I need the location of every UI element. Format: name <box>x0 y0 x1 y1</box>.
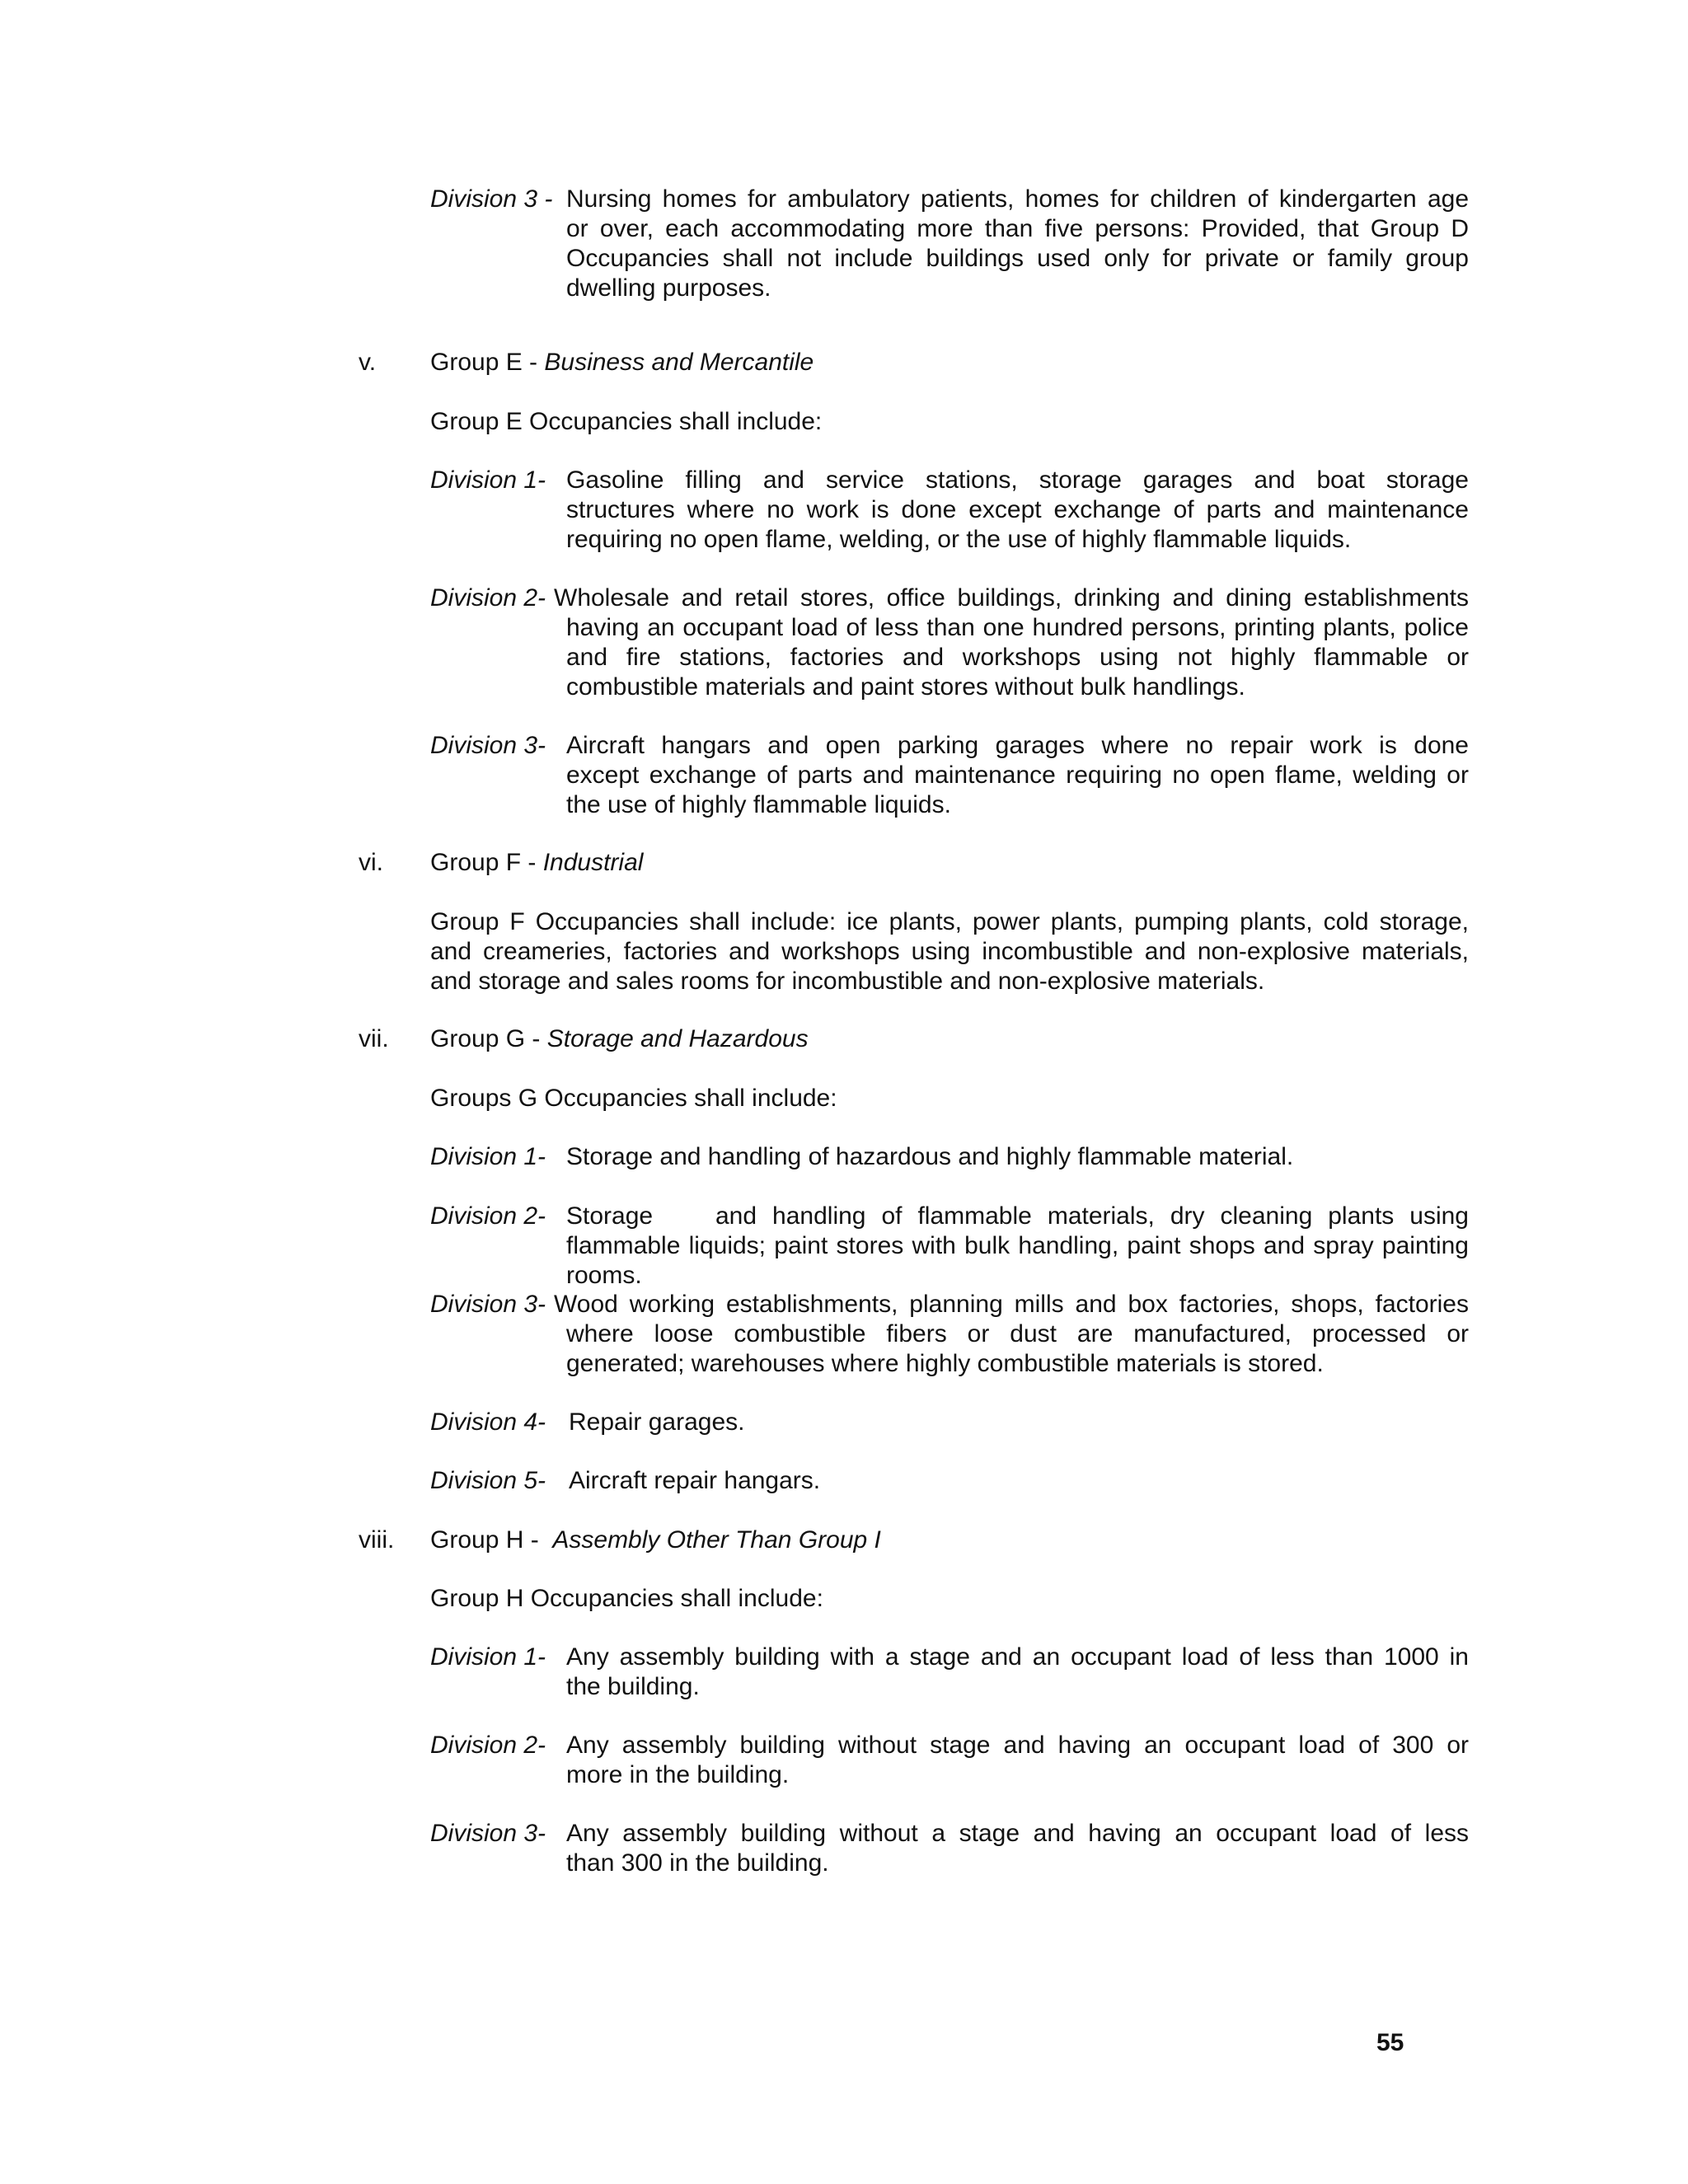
group-heading <box>430 1024 809 1054</box>
group-g-division-4 <box>430 1408 1469 1437</box>
division-text-first-line: Storage and handling of hazardous and highly flammable material. <box>566 1143 1294 1170</box>
section-numeral: viii. <box>359 1526 395 1554</box>
division-text-first-line: Wood working establishments, planning mills and box factories, shops, factories <box>554 1291 1469 1318</box>
group-prefix: Group E - <box>430 349 545 376</box>
division-text-first-line: Any assembly building with a stage and an occupant load of less than 1000 in <box>566 1643 1469 1671</box>
group-title: Business and Mercantile <box>544 349 814 376</box>
group-intro: Group E Occupancies shall include: <box>430 408 823 435</box>
division-label: Division 1- <box>430 1643 546 1671</box>
division-label: Division 3- <box>430 732 546 759</box>
division-label: Division 3- <box>430 1820 546 1847</box>
group-title: Industrial <box>542 849 644 876</box>
group-prefix: Group F - <box>430 849 543 876</box>
division-label: Division 2- <box>430 1202 546 1230</box>
group-prefix: Group H - <box>430 1526 553 1554</box>
group-h-division-1 <box>430 1643 1469 1702</box>
section-numeral: v. <box>359 349 377 376</box>
division-text-first-line: Nursing homes for ambulatory patients, homes for children of kindergarten age <box>566 185 1469 213</box>
division-text-first-line: Any assembly building without stage and having an occupant load of 300 or <box>566 1732 1469 1759</box>
section-numeral: vi. <box>359 849 383 876</box>
group-h-division-3 <box>430 1819 1469 1878</box>
group-intro: Groups G Occupancies shall include: <box>430 1085 837 1112</box>
group-heading <box>430 348 814 377</box>
section-numeral: vii. <box>359 1025 389 1052</box>
division-label: Division 4- <box>430 1408 546 1436</box>
division-label: Division 3 - <box>430 185 553 213</box>
group-e-division-1 <box>430 466 1469 555</box>
division-label: Division 3- <box>430 1291 546 1318</box>
group-d-division-3 <box>430 185 1469 303</box>
group-g-division-2 <box>430 1202 1469 1291</box>
division-label: Division 5- <box>430 1467 546 1494</box>
division-text: flammable liquids; paint stores with bulk handling, paint shops and spray painting rooms. <box>566 1232 1469 1289</box>
division-text-first-line: Gasoline filling and service stations, storage garages and boat storage <box>566 466 1469 494</box>
division-text-first-line: Storage and handling of flammable materials, dry cleaning plants using <box>566 1202 1469 1230</box>
division-text: than 300 in the building. <box>566 1849 829 1877</box>
division-text: or over, each accommodating more than five persons: Provided, that Group D Occupancies shall not include buildings used only for private or family group dwelling purposes. <box>566 215 1469 302</box>
division-text-first-line: Repair garages. <box>569 1408 745 1436</box>
group-g-division-3 <box>430 1290 1469 1379</box>
group-heading <box>430 848 643 878</box>
group-prefix: Group G - <box>430 1025 547 1052</box>
group-intro: Group H Occupancies shall include: <box>430 1585 823 1612</box>
group-description: Group F Occupancies shall include: ice plants, power plants, pumping plants, cold storage, and creameries, factories and workshops using incombustible and non-explosive materials, and storage and sales rooms for incombustible and non-explosive materials. <box>430 908 1469 995</box>
group-title: Storage and Hazardous <box>546 1025 809 1052</box>
division-text-first-line: Aircraft repair hangars. <box>569 1467 821 1494</box>
division-text-first-line: Any assembly building without a stage and having an occupant load of less <box>566 1820 1469 1847</box>
page-number: 55 <box>1376 2029 1404 2056</box>
group-heading <box>430 1526 881 1555</box>
division-label: Division 1- <box>430 1143 546 1170</box>
division-text-first-line: Wholesale and retail stores, office buildings, drinking and dining establishments <box>554 584 1469 612</box>
division-label: Division 2- <box>430 1732 546 1759</box>
division-label: Division 2- <box>430 584 546 612</box>
group-g-division-1 <box>430 1142 1469 1172</box>
group-title: Assembly Other Than Group I <box>552 1526 881 1554</box>
division-text: the building. <box>566 1673 700 1700</box>
group-e-division-3 <box>430 731 1469 820</box>
group-g-division-5 <box>430 1466 1469 1496</box>
group-e-division-2 <box>430 583 1469 702</box>
division-text: where loose combustible fibers or dust are manufactured, processed or generated; warehouses where highly combustible materials is stored. <box>566 1320 1469 1377</box>
division-text-first-line: Aircraft hangars and open parking garages where no repair work is done <box>566 732 1469 759</box>
division-label: Division 1- <box>430 466 546 494</box>
group-h-division-2 <box>430 1731 1469 1790</box>
division-text: more in the building. <box>566 1761 790 1788</box>
division-text: except exchange of parts and maintenance requiring no open flame, welding or the use of highly flammable liquids. <box>566 762 1469 818</box>
division-text: having an occupant load of less than one hundred persons, printing plants, police and fire stations, factories and workshops using not highly flammable or combustible materials and paint stores without bulk handlings. <box>566 614 1469 701</box>
division-text: structures where no work is done except exchange of parts and maintenance requiring no open flame, welding, or the use of highly flammable liquids. <box>566 496 1469 553</box>
